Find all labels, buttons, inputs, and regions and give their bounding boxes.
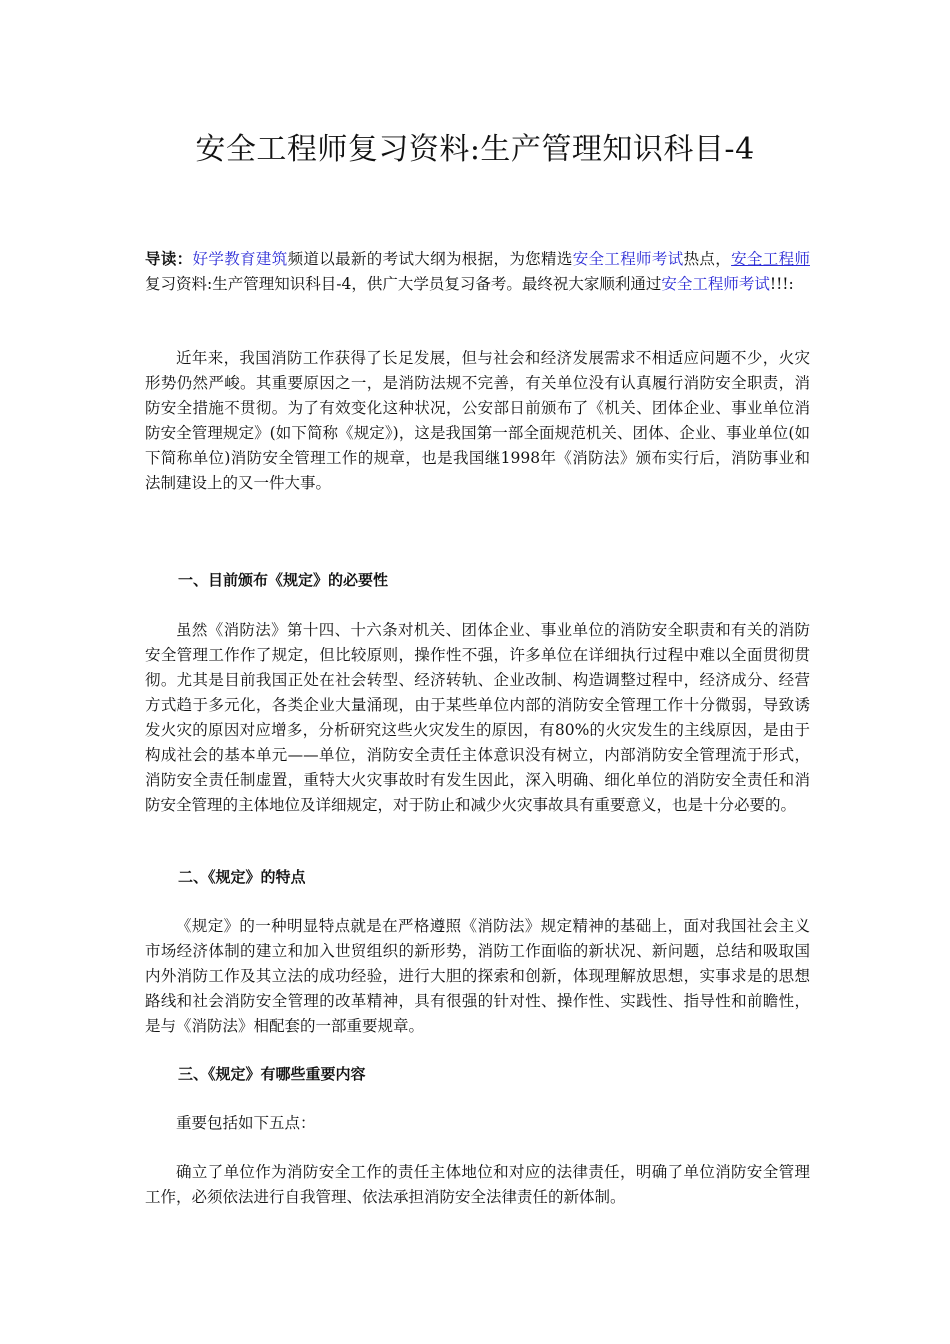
body-paragraph-5: 确立了单位作为消防安全工作的责任主体地位和对应的法律责任，明确了单位消防安全管理工作，必须依法进行自我管理、依法承担消防安全法律责任的新体制。 [145, 1163, 810, 1206]
section-heading-2: 二、《规定》的特点 [178, 868, 306, 886]
section-heading-3: 三、《规定》有哪些重要内容 [178, 1065, 366, 1083]
body-paragraph-2: 虽然《消防法》第十四、十六条对机关、团体企业、事业单位的消防安全职责和有关的消防安全管理工作作了规定，但比较原则，操作性不强，许多单位在详细执行过程中难以全面贯彻贯彻。尤其是目前我国正处在社会转型、经济转轨、企业改制、构造调整过程中，经济成分、经营方式趋于多元化，各类企业大量涌现，由于某些单位内部的消防安全管理工作十分微弱，导致诱发火灾的原因对应增多，分析研究这些火灾发生的原因，有80%的火灾发生的主线原因，是由于构成社会的基本单元——单位，消防安全责任主体意识没有树立，内部消防安全管理流于形式，消防安全责任制虚置，重特大火灾事故时有发生因此，深入明确、细化单位的消防安全责任和消防安全管理的主体地位及详细规定，对于防止和减少火灾事故具有重要意义，也是十分必要的。 [145, 621, 810, 814]
body-paragraph-1: 近年来，我国消防工作获得了长足发展，但与社会和经济发展需求不相适应问题不少，火灾形势仍然严峻。其重要原因之一，是消防法规不完善，有关单位没有认真履行消防安全职责，消防安全措施不贯彻。为了有效变化这种状况，公安部日前颁布了《机关、团体企业、事业单位消防安全管理规定》(如下简称《规定》)，这是我国第一部全面规范机关、团体、企业、事业单位(如下简称单位)消防安全管理工作的规章，也是我国继1998年《消防法》颁布实行后，消防事业和法制建设上的又一件大事。 [145, 349, 810, 492]
intro-text: 热点， [683, 250, 732, 268]
intro-link-exam-2[interactable]: 安全工程师考试 [661, 275, 770, 293]
intro-link-engineer[interactable]: 安全工程师 [731, 250, 810, 268]
intro-link-exam[interactable]: 安全工程师考试 [572, 250, 684, 268]
intro-text: 复习资料:生产管理知识科目-4，供广大学员复习备考。最终祝大家顺利通过 [145, 275, 662, 293]
intro-label: 导读： [145, 249, 193, 268]
document-title: 安全工程师复习资料:生产管理知识科目-4 [195, 132, 755, 167]
body-paragraph-4: 重要包括如下五点： [176, 1114, 316, 1132]
intro-link-haoxue[interactable]: 好学教育建筑 [192, 250, 288, 268]
intro-text: !!!: [769, 275, 794, 293]
body-paragraph-3: 《规定》的一种明显特点就是在严格遵照《消防法》规定精神的基础上，面对我国社会主义市场经济体制的建立和加入世贸组织的新形势，消防工作面临的新状况、新问题，总结和吸取国内外消防工作及其立法的成功经验，进行大胆的探索和创新，体现理解放思想，实事求是的思想路线和社会消防安全管理的改革精神，具有很强的针对性、操作性、实践性、指导性和前瞻性，是与《消防法》相配套的一部重要规章。 [145, 917, 810, 1035]
section-heading-1: 一、目前颁布《规定》的必要性 [178, 571, 389, 589]
intro-text: 频道以最新的考试大纲为根据，为您精选 [287, 250, 573, 268]
intro-paragraph [145, 246, 810, 297]
